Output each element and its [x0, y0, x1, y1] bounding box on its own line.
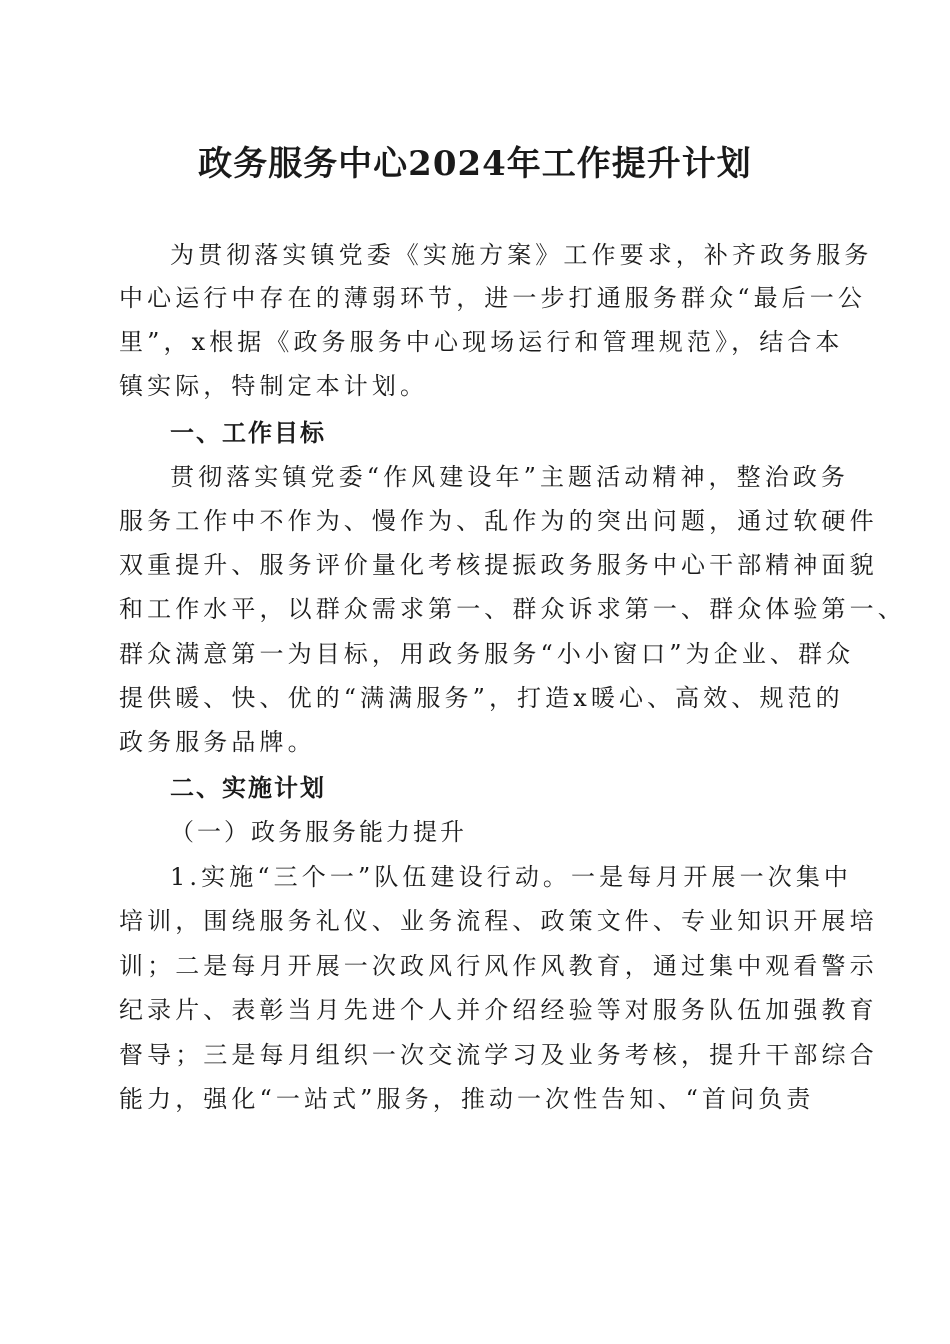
paragraph-line: 服务工作中不作为、慢作为、乱作为的突出问题，通过软硬件: [119, 507, 878, 535]
paragraph-line: 里”，x根据《政务服务中心现场运行和管理规范》，结合本: [119, 328, 844, 356]
paragraph-line: 纪录片、表彰当月先进个人并介绍经验等对服务队伍加强教育: [119, 996, 878, 1024]
paragraph-line: 群众满意第一为目标，用政务服务“小小窗口”为企业、群众: [119, 640, 855, 668]
paragraph-line: 督导；三是每月组织一次交流学习及业务考核，提升干部综合: [119, 1041, 878, 1069]
paragraph-line: 培训，围绕服务礼仪、业务流程、政策文件、专业知识开展培: [119, 907, 878, 935]
paragraph-line: 镇实际，特制定本计划。: [119, 372, 429, 400]
paragraph-line: 贯彻落实镇党委“作风建设年”主题活动精神，整治政务: [170, 463, 850, 491]
document-title: 政务服务中心2024年工作提升计划: [198, 144, 752, 184]
paragraph-line: 能力，强化“一站式”服务，推动一次性告知、“首问负责: [119, 1085, 815, 1113]
section-heading: 一、工作目标: [170, 418, 326, 447]
paragraph-line: 双重提升、服务评价量化考核提振政务服务中心干部精神面貌: [119, 551, 878, 579]
subsection-heading: （一）政务服务能力提升: [170, 818, 467, 846]
paragraph-line: 训；二是每月开展一次政风行风作风教育，通过集中观看警示: [119, 952, 878, 980]
paragraph-line: 和工作水平，以群众需求第一、群众诉求第一、群众体验第一、: [119, 595, 906, 623]
paragraph-line: 1.实施“三个一”队伍建设行动。一是每月开展一次集中: [170, 863, 853, 891]
paragraph-line: 政务服务品牌。: [119, 728, 316, 756]
paragraph-line: 中心运行中存在的薄弱环节，进一步打通服务群众“最后一公: [119, 284, 866, 312]
paragraph-line: 为贯彻落实镇党委《实施方案》工作要求，补齐政务服务: [170, 241, 873, 269]
paragraph-line: 提供暖、快、优的“满满服务”，打造x暖心、高效、规范的: [119, 684, 844, 712]
section-heading: 二、实施计划: [170, 773, 326, 802]
